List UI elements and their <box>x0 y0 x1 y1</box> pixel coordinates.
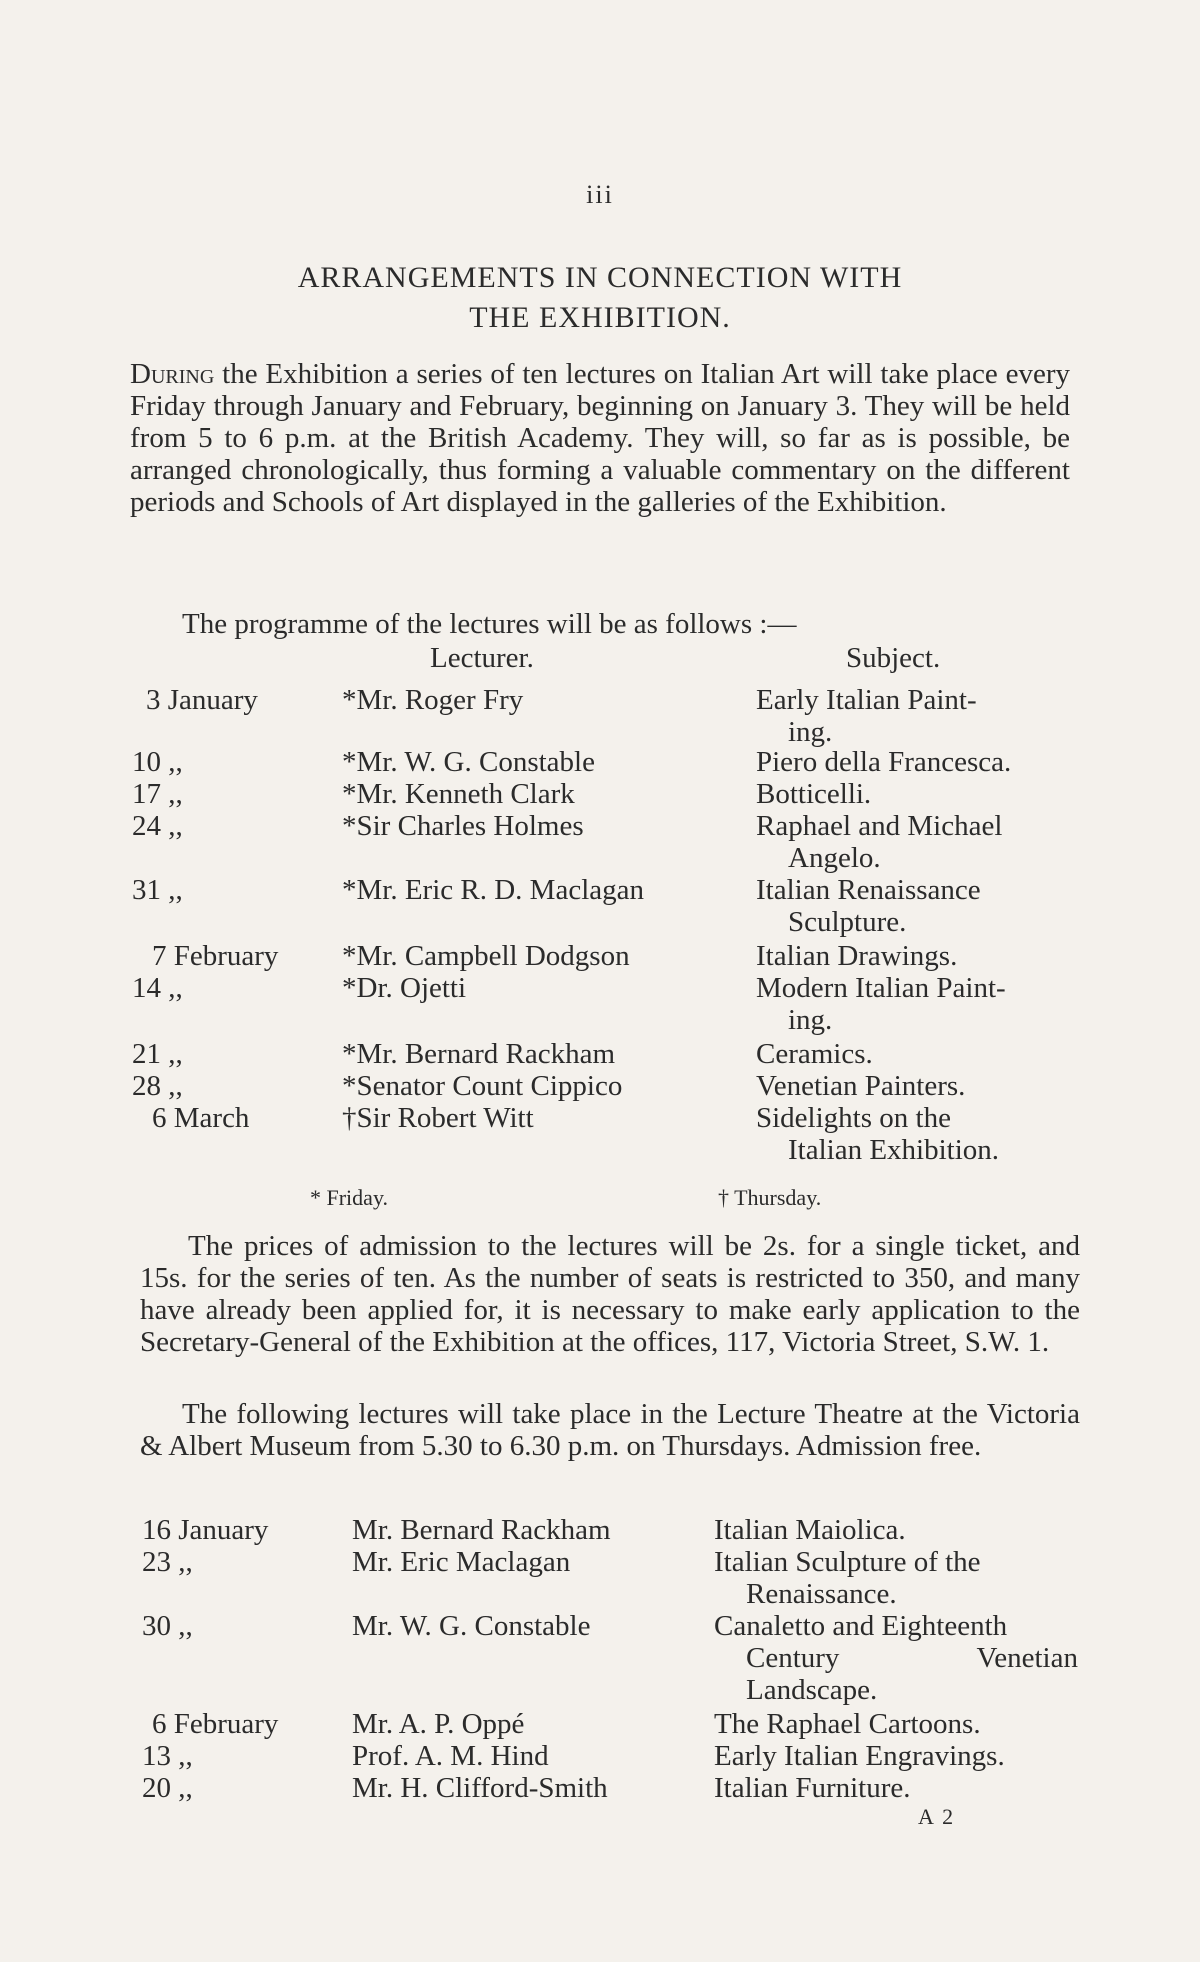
page-number: iii <box>586 180 614 209</box>
lecturer-header: Lecturer. <box>430 642 534 674</box>
lecture-date: 28 ,, <box>132 1070 183 1102</box>
subject-line: Ceramics. <box>756 1038 873 1070</box>
lecture-lecturer: Mr. A. P. Oppé <box>352 1708 525 1740</box>
subject-line: Italian Drawings. <box>756 940 958 972</box>
lecture-date: 21 ,, <box>132 1038 183 1070</box>
lecture-subject <box>756 874 1072 938</box>
subject-line: Italian Maiolica. <box>714 1514 906 1546</box>
lecture-subject <box>714 1708 1078 1740</box>
subject-line: Piero della Francesca. <box>756 746 1012 778</box>
lecture-subject <box>714 1546 1078 1610</box>
lecture-subject <box>756 684 1072 748</box>
lecture-date: 20 ,, <box>142 1772 193 1804</box>
lecture-date: 23 ,, <box>142 1546 193 1578</box>
title-line-2: THE EXHIBITION. <box>469 301 731 334</box>
subject-continuation: ing. <box>788 716 833 748</box>
lecture-lecturer: *Dr. Ojetti <box>342 972 467 1004</box>
lecture-lecturer: *Mr. Eric R. D. Maclagan <box>342 874 645 906</box>
lecture-subject <box>756 940 1072 972</box>
subject-line: Venetian Painters. <box>756 1070 966 1102</box>
lecture-lecturer: Mr. Eric Maclagan <box>352 1546 571 1578</box>
lecture-subject <box>756 1102 1072 1166</box>
lecture-subject <box>756 746 1072 778</box>
lecture-lecturer: *Senator Count Cippico <box>342 1070 623 1102</box>
subject-line: Early Italian Paint- <box>756 684 977 716</box>
lecture-date: 7 February <box>152 940 279 972</box>
signature-mark: A 2 <box>918 1804 956 1829</box>
subject-continuation: Century Venetian Landscape. <box>746 1642 1078 1706</box>
subject-line: Sidelights on the <box>756 1102 951 1134</box>
lecture-subject <box>714 1740 1078 1772</box>
subject-line: Early Italian Engravings. <box>714 1740 1005 1772</box>
lecture-subject <box>714 1610 1078 1706</box>
lecture-subject <box>756 972 1072 1036</box>
subject-line: Italian Sculpture of the <box>714 1546 981 1578</box>
museum-paragraph: The following lectures will take place in the Lecture Theatre at the Victoria & Albert Museum from 5.30 to 6.30 p.m. on Thursdays. Admission free. <box>140 1398 1080 1462</box>
lecture-date: 24 ,, <box>132 810 183 842</box>
subject-line: The Raphael Cartoons. <box>714 1708 981 1740</box>
lecture-date: 16 January <box>142 1514 269 1546</box>
lecture-date: 10 ,, <box>132 746 183 778</box>
lecture-subject <box>714 1514 1078 1546</box>
subject-line: Canaletto and Eighteenth <box>714 1610 1008 1642</box>
lecture-lecturer: *Mr. Bernard Rackham <box>342 1038 616 1070</box>
subject-continuation: ing. <box>788 1004 833 1036</box>
lecture-date: 14 ,, <box>132 972 183 1004</box>
subject-continuation: Sculpture. <box>788 906 907 938</box>
subject-continuation: Angelo. <box>788 842 881 874</box>
lecture-subject <box>714 1772 1078 1804</box>
lecture-lecturer: *Sir Charles Holmes <box>342 810 584 842</box>
intro-lead-word: During <box>130 358 215 390</box>
lecture-lecturer: †Sir Robert Witt <box>342 1102 534 1134</box>
subject-continuation: Italian Exhibition. <box>788 1134 1000 1166</box>
intro-text: the Exhibition a series of ten lectures on Italian Art will take place every Friday through January and February, beginning on January 3. They will be held from 5 to 6 p.m. at the British Academy. They will, so far as is possible, be arranged chronologically, thus forming a valuable commentary on the different periods and Schools of Art displayed in the galleries of the Exhibition. <box>130 358 1070 518</box>
lecture-subject <box>756 1038 1072 1070</box>
lecture-lecturer: Mr. H. Clifford-Smith <box>352 1772 608 1804</box>
lecture-date: 30 ,, <box>142 1610 193 1642</box>
subject-line: Raphael and Michael <box>756 810 1003 842</box>
subject-line: Botticelli. <box>756 778 872 810</box>
lecture-date: 3 January <box>146 684 258 716</box>
lecture-date: 6 February <box>152 1708 279 1740</box>
lecture-lecturer: Prof. A. M. Hind <box>352 1740 549 1772</box>
lecture-date: 13 ,, <box>142 1740 193 1772</box>
footnote-thursday: † Thursday. <box>718 1185 822 1210</box>
page-title <box>0 258 1200 338</box>
lecture-lecturer: *Mr. Kenneth Clark <box>342 778 575 810</box>
prices-paragraph: The prices of admission to the lectures will be 2s. for a single ticket, and 15s. for the series of ten. As the number of seats is restricted to 350, and many have already been applied for, it is necessary to make early application to the Secretary-General of the Exhibition at the offices, 117, Victoria Street, S.W. 1. <box>140 1230 1080 1358</box>
lecture-lecturer: *Mr. Roger Fry <box>342 684 524 716</box>
lecture-subject <box>756 1070 1072 1102</box>
lecture-date: 31 ,, <box>132 874 183 906</box>
subject-line: Modern Italian Paint- <box>756 972 1006 1004</box>
subject-line: Italian Renaissance <box>756 874 981 906</box>
lecture-lecturer: *Mr. Campbell Dodgson <box>342 940 630 972</box>
programme-intro: The programme of the lectures will be as follows :— <box>182 608 797 640</box>
footnote-friday: * Friday. <box>310 1185 389 1210</box>
lecture-date: 17 ,, <box>132 778 183 810</box>
lecture-lecturer: Mr. W. G. Constable <box>352 1610 591 1642</box>
subject-line: Italian Furniture. <box>714 1772 911 1804</box>
intro-paragraph <box>130 358 1070 518</box>
subject-continuation: Renaissance. <box>746 1578 897 1610</box>
lecture-date: 6 March <box>152 1102 250 1134</box>
lecture-lecturer: *Mr. W. G. Constable <box>342 746 595 778</box>
subject-header: Subject. <box>846 642 941 674</box>
lecture-subject <box>756 810 1072 874</box>
lecture-lecturer: Mr. Bernard Rackham <box>352 1514 611 1546</box>
lecture-subject <box>756 778 1072 810</box>
title-line-1: ARRANGEMENTS IN CONNECTION WITH <box>297 261 903 294</box>
